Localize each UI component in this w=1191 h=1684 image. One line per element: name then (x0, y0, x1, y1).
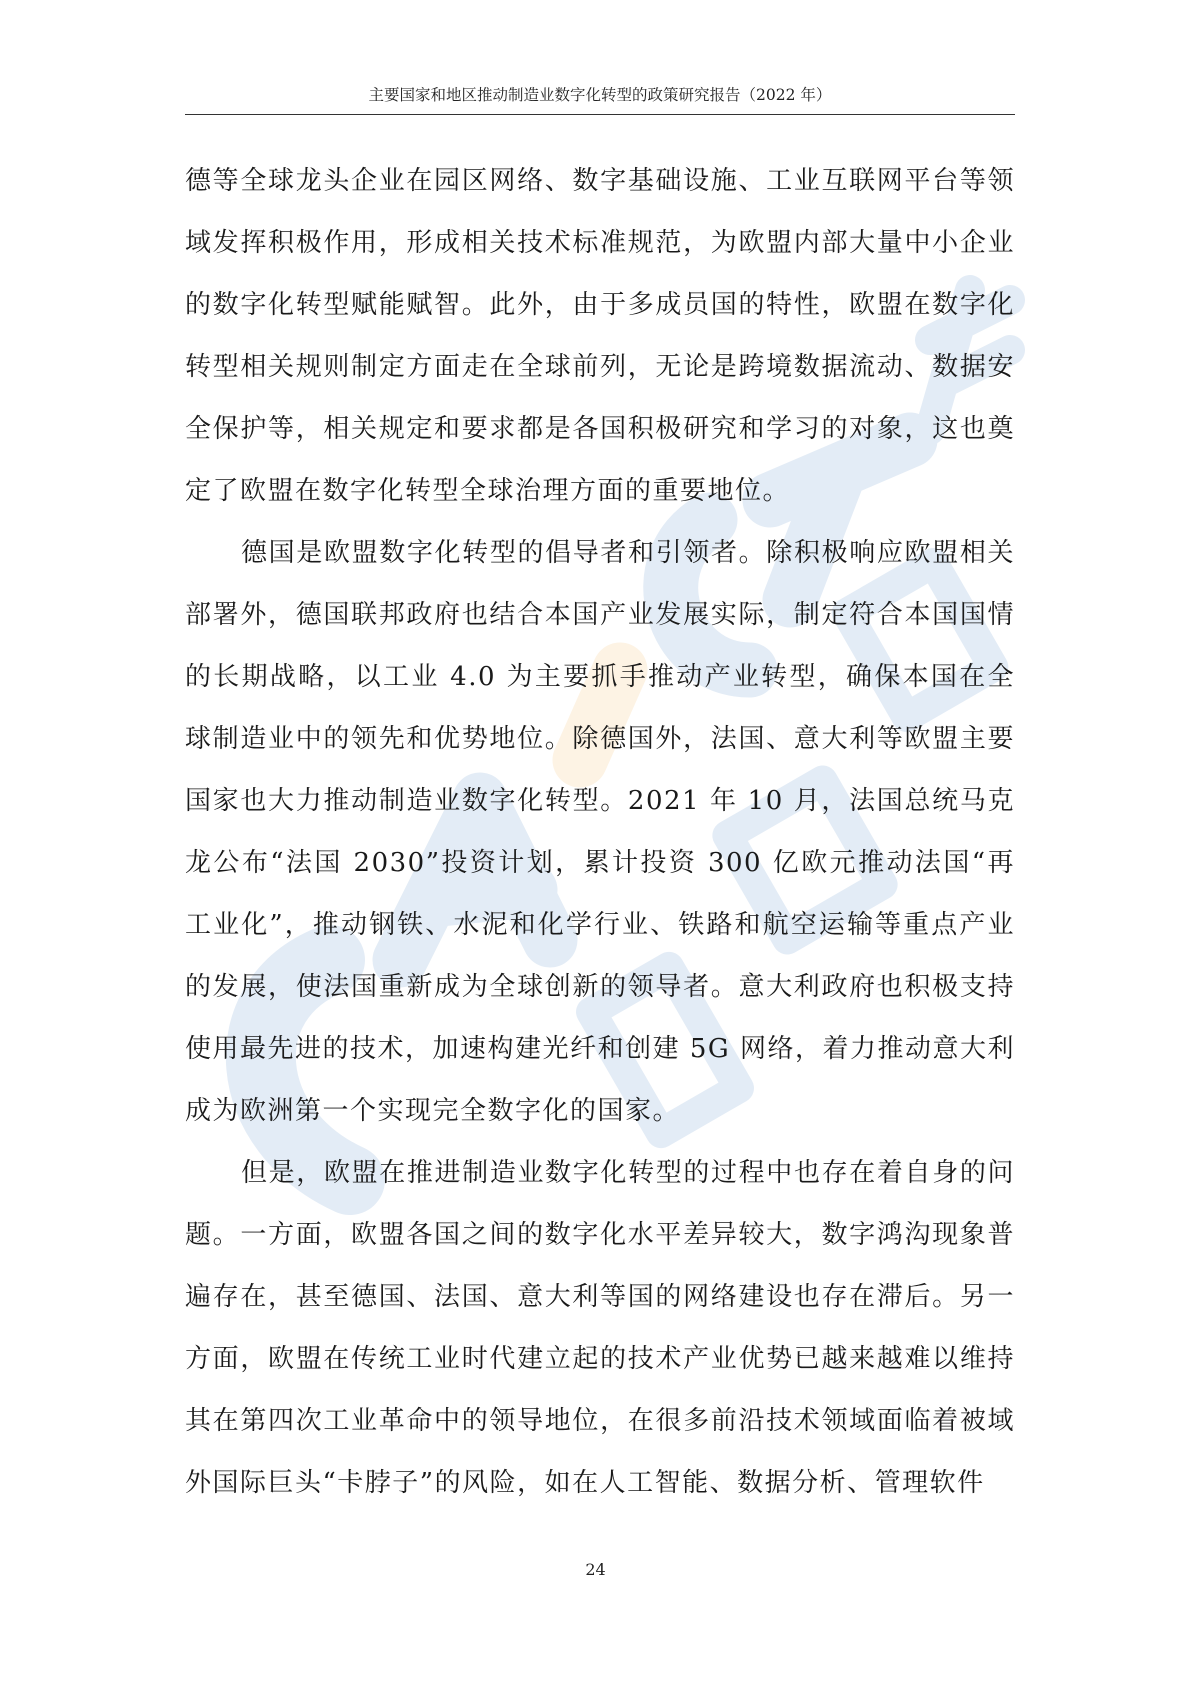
header-title: 主要国家和地区推动制造业数字化转型的政策研究报告（2022 年） (368, 86, 832, 104)
paragraph-3: 但是，欧盟在推进制造业数字化转型的过程中也存在着自身的问题。一方面，欧盟各国之间的数字化水平差异较大，数字鸿沟现象普遍存在，甚至德国、法国、意大利等国的网络建设也存在滞后。另一方面，欧盟在传统工业时代建立起的技术产业优势已越来越难以维持其在第四次工业革命中的领导地位，在很多前沿技术领域面临着被域外国际巨头“卡脖子”的风险，如在人工智能、数据分析、管理软件 (185, 1158, 1015, 1498)
paragraph-2: 德国是欧盟数字化转型的倡导者和引领者。除积极响应欧盟相关部署外，德国联邦政府也结合本国产业发展实际，制定符合本国国情的长期战略，以工业 4.0 为主要抓手推动产业转型，确保本国在全球制造业中的领先和优势地位。除德国外，法国、意大利等欧盟主要国家也大力推动制造业数字化转型。2021 年 10 月，法国总统马克龙公布“法国 2030”投资计划，累计投资 300 亿欧元推动法国“再工业化”，推动钢铁、水泥和化学行业、铁路和航空运输等重点产业的发展，使法国重新成为全球创新的领导者。意大利政府也积极支持使用最先进的技术，加速构建光纤和创建 5G 网络，着力推动意大利成为欧洲第一个实现完全数字化的国家。 (185, 538, 1015, 1126)
page-header (185, 82, 1015, 115)
page-number: 24 (585, 1560, 606, 1579)
paragraph-1: 德等全球龙头企业在园区网络、数字基础设施、工业互联网平台等领域发挥积极作用，形成相关技术标准规范，为欧盟内部大量中小企业的数字化转型赋能赋智。此外，由于多成员国的特性，欧盟在数字化转型相关规则制定方面走在全球前列，无论是跨境数据流动、数据安全保护等，相关规定和要求都是各国积极研究和学习的对象，这也奠定了欧盟在数字化转型全球治理方面的重要地位。 (185, 166, 1015, 506)
main-content (185, 150, 1015, 1514)
